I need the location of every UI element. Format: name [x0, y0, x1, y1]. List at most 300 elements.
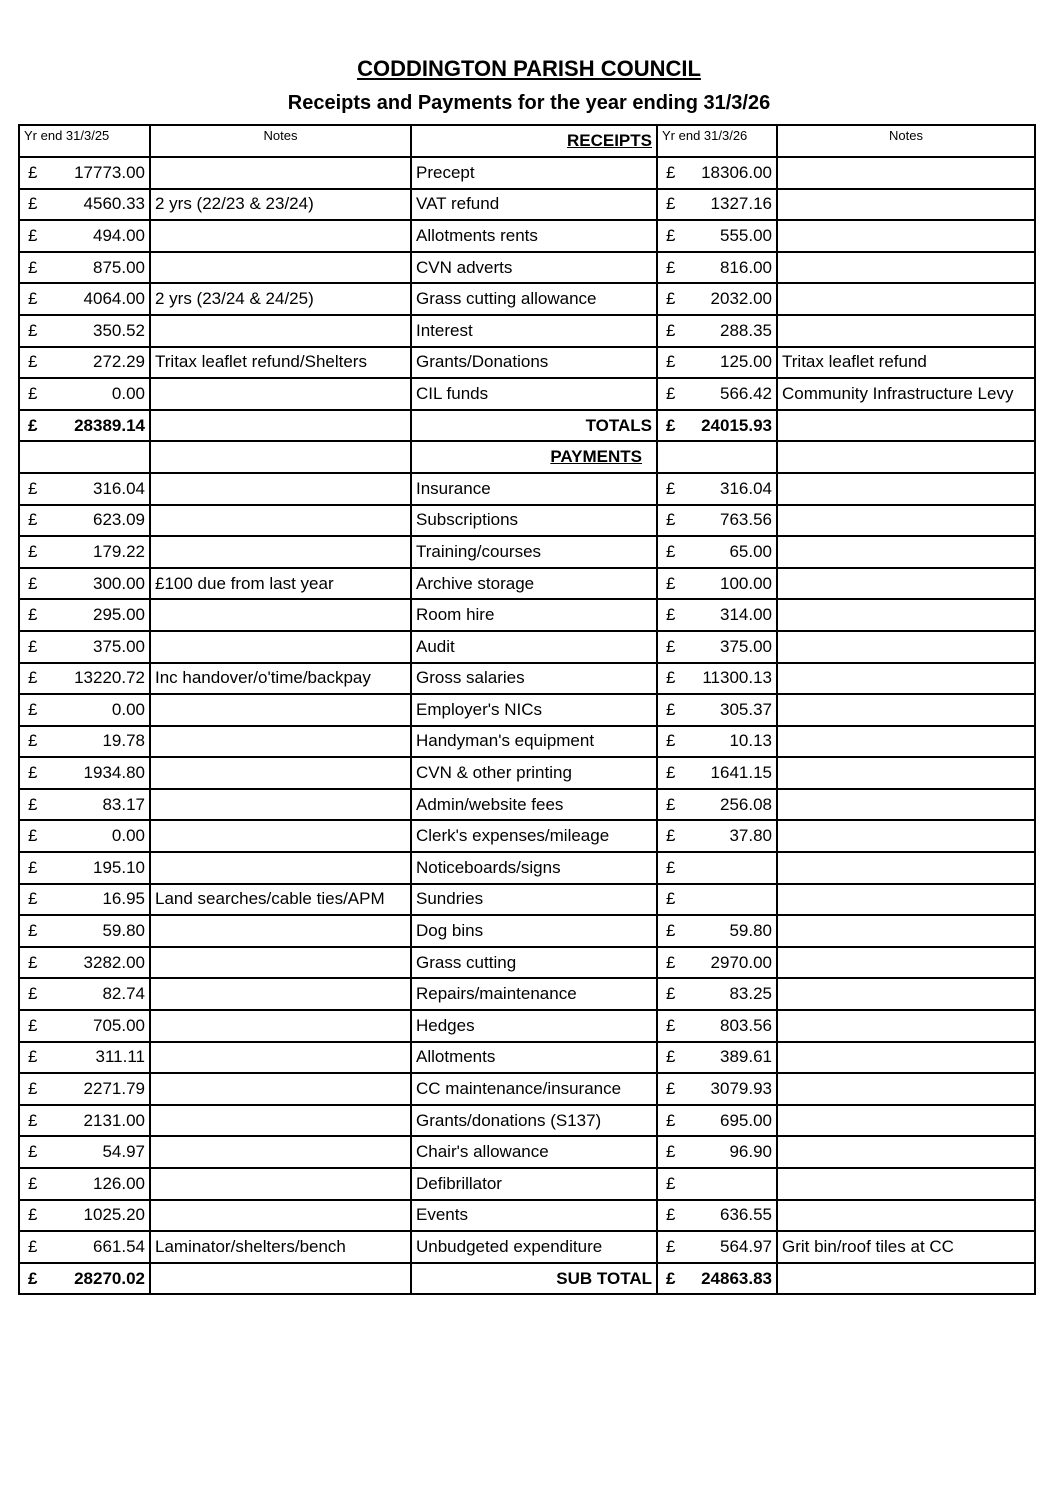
currency-symbol: £	[28, 889, 38, 909]
prev-year-amount	[19, 1010, 150, 1042]
receipt-row	[19, 157, 1035, 189]
currency-symbol: £	[28, 794, 38, 814]
header-curr-year: Yr end 31/3/26	[657, 125, 777, 157]
prev-year-note	[150, 1010, 411, 1042]
item-label: Archive storage	[411, 568, 657, 600]
currency-symbol: £	[28, 763, 38, 783]
amount-value: 11300.13	[702, 668, 772, 688]
currency-symbol: £	[28, 320, 38, 340]
currency-symbol: £	[28, 731, 38, 751]
item-label: Unbudgeted expenditure	[411, 1231, 657, 1263]
currency-symbol: £	[28, 1268, 38, 1288]
item-label: Training/courses	[411, 536, 657, 568]
payments-heading: PAYMENTS	[550, 447, 642, 467]
curr-year-note	[777, 1136, 1035, 1168]
currency-symbol: £	[666, 889, 676, 909]
amount-value: 875.00	[93, 257, 145, 277]
curr-year-amount	[657, 220, 777, 252]
amount-value: 555.00	[720, 225, 772, 245]
amount-value: 1934.80	[83, 763, 145, 783]
prev-year-note: 2 yrs (23/24 & 24/25)	[150, 283, 411, 315]
amount-value: 623.09	[93, 510, 145, 530]
amount-value: 566.42	[720, 383, 772, 403]
currency-symbol: £	[28, 984, 38, 1004]
prev-year-amount	[19, 1136, 150, 1168]
payment-row	[19, 694, 1035, 726]
prev-year-amount	[19, 694, 150, 726]
currency-symbol: £	[666, 478, 676, 498]
payment-row	[19, 726, 1035, 758]
item-label: Hedges	[411, 1010, 657, 1042]
prev-year-note	[150, 220, 411, 252]
currency-symbol: £	[28, 857, 38, 877]
prev-year-note	[150, 505, 411, 537]
curr-year-note	[777, 757, 1035, 789]
currency-symbol: £	[666, 857, 676, 877]
amount-value: 316.04	[93, 478, 145, 498]
empty-cell	[150, 410, 411, 442]
amount-value: 59.80	[729, 921, 772, 941]
amount-value: 311.11	[95, 1047, 145, 1067]
currency-symbol: £	[666, 699, 676, 719]
currency-symbol: £	[28, 352, 38, 372]
amount-value: 695.00	[720, 1110, 772, 1130]
receipts-total-row	[19, 410, 1035, 442]
amount-value: 816.00	[720, 257, 772, 277]
amount-value: 100.00	[720, 573, 772, 593]
currency-symbol: £	[28, 1047, 38, 1067]
amount-value: 389.61	[720, 1047, 772, 1067]
item-label: CVN & other printing	[411, 757, 657, 789]
item-label: Allotments	[411, 1042, 657, 1074]
currency-symbol: £	[28, 921, 38, 941]
currency-symbol: £	[28, 541, 38, 561]
currency-symbol: £	[666, 1205, 676, 1225]
curr-year-note	[777, 1042, 1035, 1074]
currency-symbol: £	[666, 541, 676, 561]
prev-year-amount	[19, 568, 150, 600]
prev-year-amount	[19, 947, 150, 979]
currency-symbol: £	[666, 510, 676, 530]
prev-year-amount	[19, 1168, 150, 1200]
receipt-row	[19, 220, 1035, 252]
curr-year-amount	[657, 1105, 777, 1137]
receipt-row	[19, 347, 1035, 379]
amount-value: 256.08	[720, 794, 772, 814]
amount-value: 0.00	[111, 826, 145, 846]
amount-value: 0.00	[111, 699, 145, 719]
curr-year-amount	[657, 315, 777, 347]
prev-year-amount	[19, 915, 150, 947]
amount-value: 1327.16	[710, 194, 772, 214]
empty-cell	[777, 441, 1035, 473]
curr-year-amount	[657, 1010, 777, 1042]
curr-year-note	[777, 283, 1035, 315]
prev-year-note	[150, 789, 411, 821]
curr-year-note	[777, 631, 1035, 663]
prev-year-note	[150, 473, 411, 505]
curr-year-note	[777, 252, 1035, 284]
prev-year-amount	[19, 315, 150, 347]
curr-year-note: Grit bin/roof tiles at CC	[777, 1231, 1035, 1263]
currency-symbol: £	[28, 1110, 38, 1130]
item-label: Dog bins	[411, 915, 657, 947]
curr-year-amount	[657, 789, 777, 821]
curr-year-amount	[657, 568, 777, 600]
prev-year-note	[150, 820, 411, 852]
amount-value: 16.95	[102, 889, 145, 909]
curr-year-note	[777, 1105, 1035, 1137]
amount-value: 83.25	[729, 984, 772, 1004]
amount-value: 65.00	[729, 541, 772, 561]
payment-row	[19, 1042, 1035, 1074]
empty-cell	[777, 410, 1035, 442]
payment-row	[19, 1231, 1035, 1263]
prev-year-amount	[19, 1200, 150, 1232]
amount-value: 295.00	[93, 605, 145, 625]
prev-year-amount	[19, 852, 150, 884]
curr-year-amount	[657, 852, 777, 884]
payment-row	[19, 1010, 1035, 1042]
prev-year-amount	[19, 884, 150, 916]
payment-row	[19, 1168, 1035, 1200]
amount-value: 126.00	[93, 1173, 145, 1193]
payment-row	[19, 505, 1035, 537]
curr-year-amount	[657, 947, 777, 979]
payment-row	[19, 978, 1035, 1010]
item-label: Employer's NICs	[411, 694, 657, 726]
prev-year-note	[150, 631, 411, 663]
item-label: Allotments rents	[411, 220, 657, 252]
currency-symbol: £	[666, 921, 676, 941]
curr-year-amount	[657, 505, 777, 537]
curr-year-note	[777, 1073, 1035, 1105]
item-label: Insurance	[411, 473, 657, 505]
item-label: Grants/Donations	[411, 347, 657, 379]
total-label: SUB TOTAL	[411, 1263, 657, 1295]
currency-symbol: £	[666, 1047, 676, 1067]
prev-year-note	[150, 1105, 411, 1137]
curr-year-note	[777, 978, 1035, 1010]
currency-symbol: £	[666, 731, 676, 751]
amount-value: 13220.72	[74, 668, 145, 688]
curr-year-amount	[657, 820, 777, 852]
curr-year-note	[777, 1168, 1035, 1200]
currency-symbol: £	[666, 763, 676, 783]
item-label: Defibrillator	[411, 1168, 657, 1200]
amount-value: 17773.00	[74, 162, 145, 182]
prev-year-note	[150, 852, 411, 884]
payment-row	[19, 473, 1035, 505]
prev-year-note: Inc handover/o'time/backpay	[150, 663, 411, 695]
amount-value: 316.04	[720, 478, 772, 498]
currency-symbol: £	[666, 1110, 676, 1130]
amount-value: 564.97	[720, 1236, 772, 1256]
header-receipts-cell	[411, 125, 657, 157]
curr-year-amount	[657, 1168, 777, 1200]
currency-symbol: £	[666, 1015, 676, 1035]
payment-row	[19, 884, 1035, 916]
amount-value: 10.13	[729, 731, 772, 751]
item-label: VAT refund	[411, 189, 657, 221]
amount-value: 288.35	[720, 320, 772, 340]
item-label: Chair's allowance	[411, 1136, 657, 1168]
currency-symbol: £	[28, 478, 38, 498]
prev-year-amount	[19, 820, 150, 852]
curr-year-amount	[657, 726, 777, 758]
curr-year-amount	[657, 1200, 777, 1232]
amount-value: 82.74	[102, 984, 145, 1004]
currency-symbol: £	[666, 415, 676, 435]
curr-year-amount	[657, 694, 777, 726]
prev-year-note	[150, 1168, 411, 1200]
curr-year-amount	[657, 536, 777, 568]
amount-value: 28270.02	[74, 1268, 145, 1288]
item-label: Grass cutting	[411, 947, 657, 979]
curr-year-note	[777, 947, 1035, 979]
item-label: CC maintenance/insurance	[411, 1073, 657, 1105]
amount-value: 272.29	[93, 352, 145, 372]
amount-value: 803.56	[720, 1015, 772, 1035]
receipt-row	[19, 283, 1035, 315]
prev-year-amount	[19, 726, 150, 758]
prev-year-amount	[19, 347, 150, 379]
currency-symbol: £	[28, 225, 38, 245]
prev-year-amount	[19, 189, 150, 221]
prev-year-amount	[19, 663, 150, 695]
payment-row	[19, 568, 1035, 600]
payment-row	[19, 536, 1035, 568]
amount-value: 179.22	[93, 541, 145, 561]
amount-value: 24863.83	[701, 1268, 772, 1288]
receipt-row	[19, 378, 1035, 410]
amount-value: 54.97	[102, 1142, 145, 1162]
amount-value: 59.80	[102, 921, 145, 941]
amount-value: 705.00	[93, 1015, 145, 1035]
currency-symbol: £	[28, 636, 38, 656]
page-subtitle: Receipts and Payments for the year ending 31/3/26	[287, 92, 771, 114]
currency-symbol: £	[28, 1205, 38, 1225]
payments-heading-cell	[411, 441, 657, 473]
total-curr-amount	[657, 1263, 777, 1295]
payment-row	[19, 1136, 1035, 1168]
prev-year-amount	[19, 1105, 150, 1137]
curr-year-note	[777, 726, 1035, 758]
currency-symbol: £	[28, 1173, 38, 1193]
curr-year-amount	[657, 252, 777, 284]
amount-value: 0.00	[111, 383, 145, 403]
payment-row	[19, 631, 1035, 663]
prev-year-note	[150, 1042, 411, 1074]
receipt-row	[19, 315, 1035, 347]
currency-symbol: £	[28, 605, 38, 625]
item-label: Events	[411, 1200, 657, 1232]
currency-symbol: £	[28, 194, 38, 214]
item-label: Clerk's expenses/mileage	[411, 820, 657, 852]
currency-symbol: £	[28, 573, 38, 593]
curr-year-amount	[657, 599, 777, 631]
amount-value: 2970.00	[710, 952, 772, 972]
currency-symbol: £	[666, 668, 676, 688]
empty-cell	[150, 441, 411, 473]
empty-cell	[150, 1263, 411, 1295]
amount-value: 4560.33	[83, 194, 145, 214]
amount-value: 3079.93	[710, 1079, 772, 1099]
curr-year-amount	[657, 884, 777, 916]
prev-year-note	[150, 694, 411, 726]
amount-value: 19.78	[102, 731, 145, 751]
curr-year-amount	[657, 157, 777, 189]
currency-symbol: £	[666, 794, 676, 814]
currency-symbol: £	[666, 289, 676, 309]
amount-value: 2131.00	[83, 1110, 145, 1130]
payment-row	[19, 599, 1035, 631]
curr-year-note	[777, 568, 1035, 600]
item-label: Room hire	[411, 599, 657, 631]
header-row	[19, 125, 1035, 157]
prev-year-note	[150, 315, 411, 347]
curr-year-note	[777, 536, 1035, 568]
empty-cell	[777, 1263, 1035, 1295]
amount-value: 494.00	[93, 225, 145, 245]
payment-row	[19, 1105, 1035, 1137]
prev-year-note	[150, 599, 411, 631]
item-label: Handyman's equipment	[411, 726, 657, 758]
curr-year-amount	[657, 189, 777, 221]
amount-value: 300.00	[93, 573, 145, 593]
payment-row	[19, 663, 1035, 695]
amount-value: 28389.14	[74, 415, 145, 435]
currency-symbol: £	[28, 826, 38, 846]
prev-year-note	[150, 1073, 411, 1105]
currency-symbol: £	[666, 1268, 676, 1288]
curr-year-amount	[657, 631, 777, 663]
payment-row	[19, 789, 1035, 821]
item-label: Grass cutting allowance	[411, 283, 657, 315]
currency-symbol: £	[666, 1079, 676, 1099]
payment-row	[19, 1200, 1035, 1232]
currency-symbol: £	[666, 383, 676, 403]
curr-year-note	[777, 1010, 1035, 1042]
curr-year-note	[777, 315, 1035, 347]
currency-symbol: £	[666, 605, 676, 625]
currency-symbol: £	[28, 1236, 38, 1256]
header-notes: Notes	[150, 125, 411, 157]
currency-symbol: £	[666, 1236, 676, 1256]
curr-year-amount	[657, 1073, 777, 1105]
prev-year-amount	[19, 252, 150, 284]
currency-symbol: £	[666, 1173, 676, 1193]
item-label: Subscriptions	[411, 505, 657, 537]
total-prev-amount	[19, 1263, 150, 1295]
accounts-table	[18, 124, 1036, 1295]
curr-year-note	[777, 915, 1035, 947]
prev-year-note	[150, 378, 411, 410]
currency-symbol: £	[666, 225, 676, 245]
curr-year-note	[777, 884, 1035, 916]
empty-cell	[657, 441, 777, 473]
currency-symbol: £	[666, 257, 676, 277]
curr-year-note	[777, 189, 1035, 221]
prev-year-note	[150, 157, 411, 189]
currency-symbol: £	[28, 510, 38, 530]
curr-year-note	[777, 473, 1035, 505]
prev-year-amount	[19, 631, 150, 663]
amount-value: 24015.93	[701, 415, 772, 435]
payment-row	[19, 915, 1035, 947]
prev-year-amount	[19, 505, 150, 537]
prev-year-amount	[19, 536, 150, 568]
prev-year-amount	[19, 789, 150, 821]
amount-value: 661.54	[93, 1236, 145, 1256]
currency-symbol: £	[666, 573, 676, 593]
amount-value: 763.56	[720, 510, 772, 530]
prev-year-amount	[19, 978, 150, 1010]
payments-total-row	[19, 1263, 1035, 1295]
curr-year-note	[777, 157, 1035, 189]
curr-year-note	[777, 599, 1035, 631]
curr-year-amount	[657, 1042, 777, 1074]
prev-year-amount	[19, 220, 150, 252]
empty-cell	[19, 441, 150, 473]
item-label: Noticeboards/signs	[411, 852, 657, 884]
currency-symbol: £	[28, 162, 38, 182]
curr-year-amount	[657, 473, 777, 505]
prev-year-amount	[19, 1042, 150, 1074]
amount-value: 1025.20	[83, 1205, 145, 1225]
currency-symbol: £	[666, 194, 676, 214]
prev-year-note: Tritax leaflet refund/Shelters	[150, 347, 411, 379]
currency-symbol: £	[28, 1142, 38, 1162]
header-prev-year: Yr end 31/3/25	[19, 125, 150, 157]
currency-symbol: £	[666, 162, 676, 182]
receipt-row	[19, 189, 1035, 221]
prev-year-note	[150, 978, 411, 1010]
prev-year-amount	[19, 1231, 150, 1263]
amount-value: 636.55	[720, 1205, 772, 1225]
item-label: Audit	[411, 631, 657, 663]
currency-symbol: £	[666, 984, 676, 1004]
currency-symbol: £	[666, 320, 676, 340]
curr-year-amount	[657, 978, 777, 1010]
prev-year-note: 2 yrs (22/23 & 23/24)	[150, 189, 411, 221]
prev-year-amount	[19, 157, 150, 189]
payment-row	[19, 1073, 1035, 1105]
amount-value: 305.37	[720, 699, 772, 719]
currency-symbol: £	[28, 1079, 38, 1099]
amount-value: 3282.00	[83, 952, 145, 972]
prev-year-note	[150, 1136, 411, 1168]
prev-year-note	[150, 915, 411, 947]
curr-year-amount	[657, 757, 777, 789]
amount-value: 2032.00	[710, 289, 772, 309]
header-receipts: RECEIPTS	[566, 131, 652, 150]
curr-year-note	[777, 694, 1035, 726]
curr-year-amount	[657, 378, 777, 410]
curr-year-note	[777, 852, 1035, 884]
currency-symbol: £	[28, 699, 38, 719]
currency-symbol: £	[666, 952, 676, 972]
prev-year-amount	[19, 473, 150, 505]
curr-year-amount	[657, 347, 777, 379]
prev-year-note: Land searches/cable ties/APM	[150, 884, 411, 916]
currency-symbol: £	[28, 415, 38, 435]
currency-symbol: £	[666, 636, 676, 656]
currency-symbol: £	[28, 1015, 38, 1035]
currency-symbol: £	[666, 826, 676, 846]
curr-year-amount	[657, 915, 777, 947]
payment-row	[19, 820, 1035, 852]
